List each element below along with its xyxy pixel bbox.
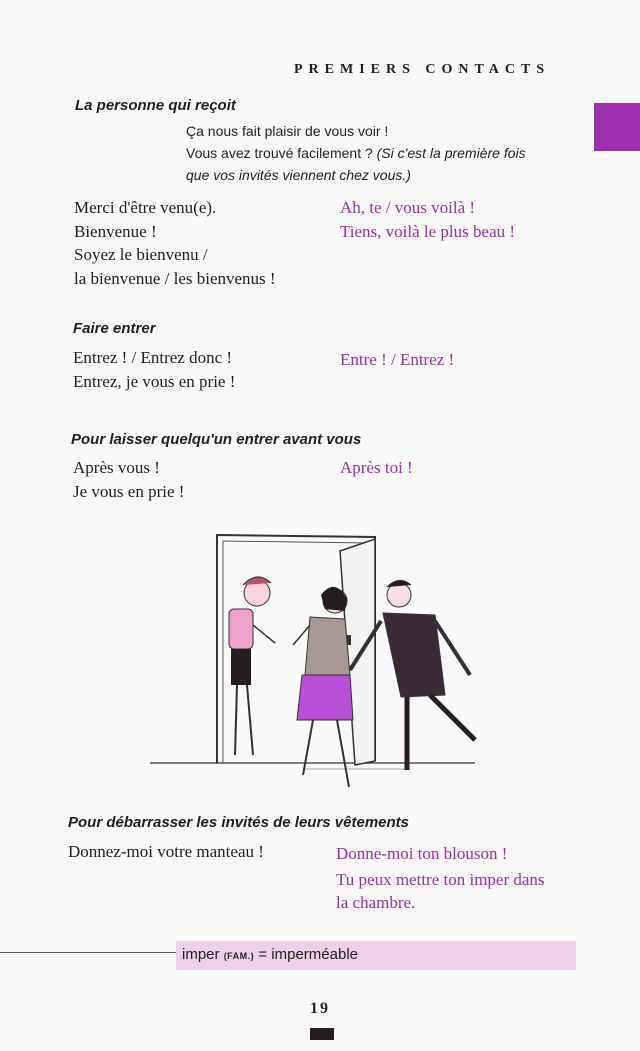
gloss-rule	[0, 952, 178, 953]
phrase: Ah, te / vous voilà !	[340, 198, 476, 217]
familiar-phrases	[340, 348, 454, 372]
phrase: Donnez-moi votre manteau !	[68, 842, 264, 861]
phrase: la chambre.	[336, 893, 416, 912]
section-heading-enter: Faire entrer	[73, 320, 156, 337]
host-intro-line: Ça nous fait plaisir de vous voir !	[186, 123, 389, 139]
phrase: Merci d'être venu(e).	[74, 198, 217, 217]
phrase: Entrez ! / Entrez donc !	[73, 348, 233, 367]
section-heading-after-you: Pour laisser quelqu'un entrer avant vous	[71, 431, 362, 448]
phrase: Après toi !	[340, 458, 413, 477]
gloss-box	[176, 941, 576, 970]
host-intro-line: Vous avez trouvé facilement ? (Si c'est la première fois	[186, 145, 526, 161]
phrase: Entrez, je vous en prie !	[73, 371, 236, 391]
phrase: Après vous !	[73, 458, 160, 477]
phrase: Soyez le bienvenu /	[74, 245, 208, 264]
chapter-tab-marker	[594, 103, 640, 151]
phrase: Donne-moi ton blouson !	[336, 844, 508, 863]
phrase: Tu peux mettre ton imper dans	[336, 869, 545, 889]
phrase: Tiens, voilà le plus beau !	[340, 221, 516, 241]
gloss-tag: (FAM.)	[223, 951, 255, 961]
page-marker-bar	[310, 1028, 334, 1040]
phrase: Bienvenue !	[74, 221, 157, 241]
phrase: la bienvenue / les bienvenus !	[74, 268, 276, 288]
section-heading-host: La personne qui reçoit	[75, 97, 236, 114]
gloss-definition: = imperméable	[258, 946, 358, 963]
host-intro-note: (Si c'est la première fois	[376, 145, 526, 161]
running-header: PREMIERS CONTACTS	[294, 62, 551, 77]
page-number: 19	[310, 1000, 330, 1017]
phrase: Je vous en prie !	[73, 481, 185, 501]
host-intro-note: que vos invités viennent chez vous.)	[186, 167, 411, 183]
phrase: Entre ! / Entrez !	[340, 350, 455, 369]
formal-phrases	[73, 346, 235, 393]
section-heading-coats: Pour débarrasser les invités de leurs vêtements	[68, 814, 409, 831]
formal-phrases	[74, 196, 276, 290]
formal-phrases	[73, 456, 184, 503]
host-intro	[186, 120, 586, 186]
formal-phrases	[68, 840, 264, 864]
familiar-phrases	[336, 842, 545, 915]
gloss-word: imper	[182, 946, 220, 963]
familiar-phrases	[340, 196, 515, 243]
familiar-phrases	[340, 456, 413, 480]
doorway-illustration	[145, 525, 490, 795]
